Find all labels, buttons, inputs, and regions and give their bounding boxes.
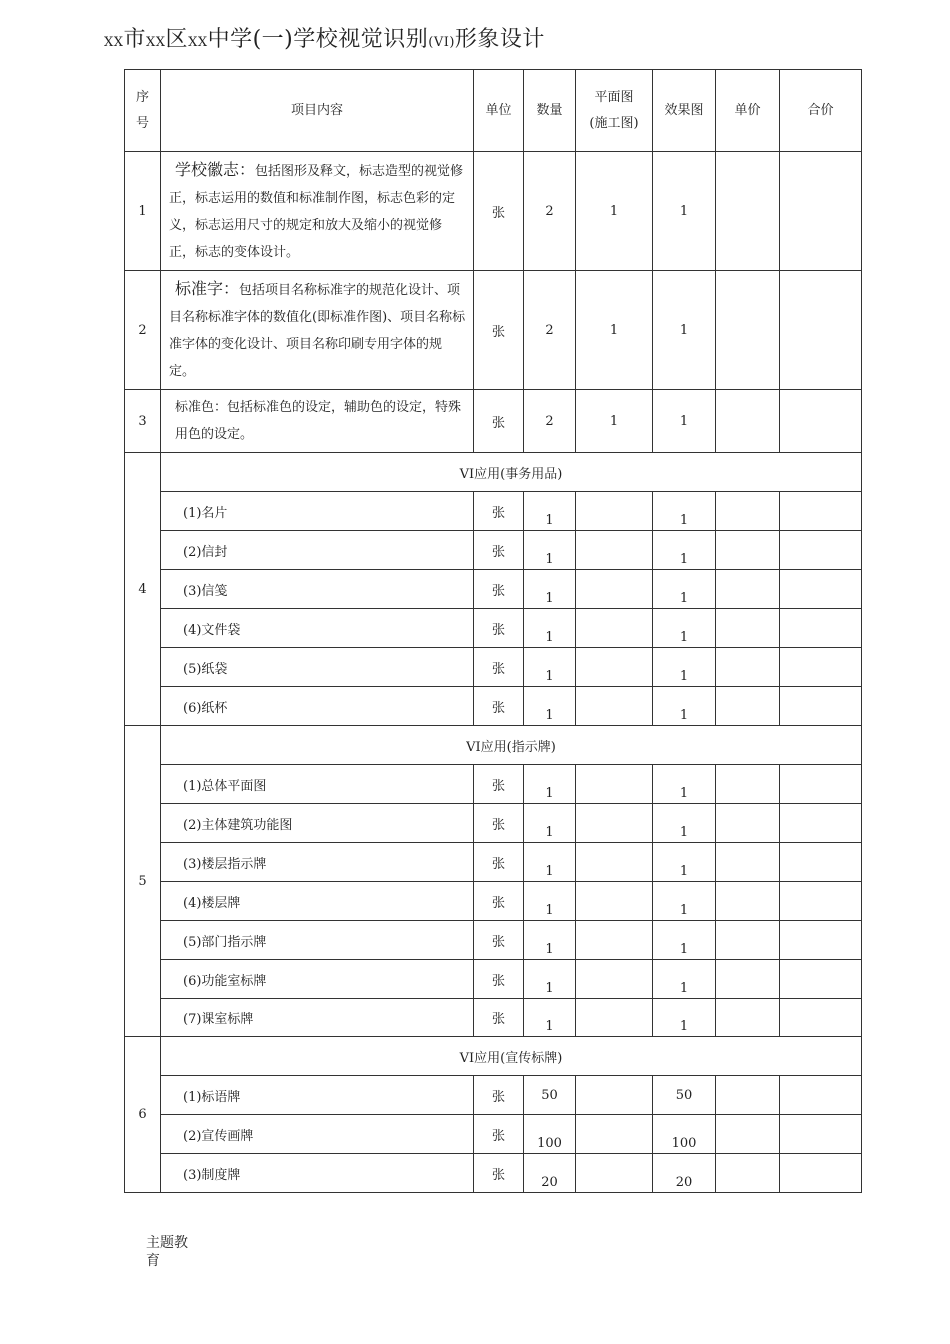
item-plan (576, 882, 653, 921)
item-price (716, 921, 780, 960)
item-total (780, 921, 862, 960)
item-effect: 1 (653, 570, 716, 609)
item-name: (6)纸杯 (161, 687, 474, 726)
item-total (780, 648, 862, 687)
row-seq: 1 (125, 152, 161, 271)
row-description (161, 271, 474, 390)
table-row (125, 271, 862, 390)
item-effect: 1 (653, 921, 716, 960)
title-part: 形象设计 (454, 27, 545, 52)
item-qty: 1 (524, 609, 576, 648)
item-unit: 张 (474, 648, 524, 687)
item-plan (576, 648, 653, 687)
table-row (125, 999, 862, 1037)
item-price (716, 1076, 780, 1115)
item-name: (2)宣传画牌 (161, 1115, 474, 1154)
row-price (716, 271, 780, 390)
row-effect: 1 (653, 271, 716, 390)
item-name: (1)名片 (161, 492, 474, 531)
item-qty: 1 (524, 570, 576, 609)
item-plan (576, 531, 653, 570)
item-name: (5)纸袋 (161, 648, 474, 687)
item-name: (3)楼层指示牌 (161, 843, 474, 882)
title-part: XX (104, 35, 124, 50)
title-part: XX (188, 35, 208, 50)
row-total (780, 152, 862, 271)
title-part: XX (146, 35, 166, 50)
title-part: 中学(一)学校视觉识别 (207, 27, 429, 52)
item-effect: 100 (653, 1115, 716, 1154)
item-plan (576, 765, 653, 804)
table-row (125, 531, 862, 570)
item-total (780, 609, 862, 648)
item-total (780, 1115, 862, 1154)
item-name: (1)标语牌 (161, 1076, 474, 1115)
item-price (716, 609, 780, 648)
table-row (125, 1154, 862, 1193)
header-plan-line1: 平面图 (594, 89, 634, 105)
row-unit: 张 (474, 152, 524, 271)
row-lead: 标准字： (175, 279, 240, 298)
row-total (780, 390, 862, 453)
item-total (780, 999, 862, 1037)
item-plan (576, 570, 653, 609)
item-qty: 1 (524, 960, 576, 999)
table-row (125, 609, 862, 648)
row-plan: 1 (576, 271, 653, 390)
row-qty: 2 (524, 390, 576, 453)
group-heading-row (125, 453, 862, 492)
item-qty: 1 (524, 531, 576, 570)
row-effect: 1 (653, 390, 716, 453)
item-plan (576, 843, 653, 882)
group-heading: VI应用(事务用品) (161, 453, 862, 492)
item-price (716, 492, 780, 531)
item-effect: 1 (653, 882, 716, 921)
item-effect: 20 (653, 1154, 716, 1193)
header-content: 项目内容 (161, 70, 474, 152)
table-row (125, 570, 862, 609)
table-row (125, 921, 862, 960)
table-row (125, 1076, 862, 1115)
item-plan (576, 609, 653, 648)
row-plan: 1 (576, 152, 653, 271)
header-plan (576, 70, 653, 152)
table-row (125, 843, 862, 882)
item-effect: 50 (653, 1076, 716, 1115)
item-qty: 20 (524, 1154, 576, 1193)
item-name: (7)课室标牌 (161, 999, 474, 1037)
item-price (716, 531, 780, 570)
table-row (125, 1115, 862, 1154)
item-effect: 1 (653, 492, 716, 531)
item-name: (2)主体建筑功能图 (161, 804, 474, 843)
group-seq: 5 (125, 726, 161, 1037)
item-unit: 张 (474, 921, 524, 960)
row-text: 包括图形及释文，标志造型的视觉修正，标志运用的数值和标准制作图，标志色彩的定义，标志运用尺寸的规定和放大及缩小的视觉修正，标志的变体设计。 (169, 164, 464, 260)
item-effect: 1 (653, 531, 716, 570)
item-effect: 1 (653, 804, 716, 843)
item-effect: 1 (653, 687, 716, 726)
item-price (716, 570, 780, 609)
item-price (716, 804, 780, 843)
item-price (716, 765, 780, 804)
header-total: 合价 (780, 70, 862, 152)
header-plan-line2: (施工图) (589, 115, 639, 131)
row-unit: 张 (474, 390, 524, 453)
row-text: 包括项目名称标准字的规范化设计、项目名称标准字体的数值化(即标准作图)、项目名称标准字体的变化设计、项目名称印刷专用字体的规定。 (169, 283, 466, 379)
header-effect: 效果图 (653, 70, 716, 152)
item-price (716, 882, 780, 921)
group-seq: 6 (125, 1037, 161, 1193)
item-effect: 1 (653, 999, 716, 1037)
item-total (780, 492, 862, 531)
item-plan (576, 960, 653, 999)
item-total (780, 804, 862, 843)
item-unit: 张 (474, 960, 524, 999)
item-total (780, 531, 862, 570)
item-unit: 张 (474, 882, 524, 921)
row-price (716, 390, 780, 453)
table-row (125, 765, 862, 804)
item-name: (3)制度牌 (161, 1154, 474, 1193)
item-total (780, 687, 862, 726)
item-unit: 张 (474, 531, 524, 570)
table-body (125, 152, 862, 1193)
group-seq: 4 (125, 453, 161, 726)
item-total (780, 843, 862, 882)
group-heading-row (125, 1037, 862, 1076)
item-effect: 1 (653, 609, 716, 648)
item-qty: 1 (524, 882, 576, 921)
item-total (780, 1076, 862, 1115)
item-qty: 1 (524, 492, 576, 531)
item-total (780, 882, 862, 921)
row-lead: 学校徽志： (175, 160, 256, 179)
row-unit: 张 (474, 271, 524, 390)
item-effect: 1 (653, 960, 716, 999)
table-row (125, 882, 862, 921)
item-total (780, 765, 862, 804)
item-name: (3)信笺 (161, 570, 474, 609)
item-plan (576, 1154, 653, 1193)
item-name: (1)总体平面图 (161, 765, 474, 804)
item-unit: 张 (474, 843, 524, 882)
table-row (125, 687, 862, 726)
item-name: (2)信封 (161, 531, 474, 570)
group-heading: VI应用(指示牌) (161, 726, 862, 765)
item-price (716, 648, 780, 687)
item-effect: 1 (653, 648, 716, 687)
row-total (780, 271, 862, 390)
header-seq: 序号 (125, 70, 161, 152)
table-row (125, 492, 862, 531)
item-price (716, 1154, 780, 1193)
footer-note: 主题教育 (146, 1235, 188, 1269)
table-row (125, 648, 862, 687)
item-unit: 张 (474, 1076, 524, 1115)
header-qty: 数量 (524, 70, 576, 152)
item-total (780, 1154, 862, 1193)
row-seq: 2 (125, 271, 161, 390)
row-seq: 3 (125, 390, 161, 453)
row-description: 标准色：包括标准色的设定，辅助色的设定，特殊用色的设定。 (161, 390, 474, 453)
item-price (716, 960, 780, 999)
row-plan: 1 (576, 390, 653, 453)
item-unit: 张 (474, 1115, 524, 1154)
item-unit: 张 (474, 765, 524, 804)
item-unit: 张 (474, 570, 524, 609)
table-row (125, 152, 862, 271)
header-unit: 单位 (474, 70, 524, 152)
item-price (716, 843, 780, 882)
row-effect: 1 (653, 152, 716, 271)
item-effect: 1 (653, 765, 716, 804)
item-plan (576, 1076, 653, 1115)
item-total (780, 570, 862, 609)
table-row (125, 390, 862, 453)
item-unit: 张 (474, 804, 524, 843)
table-row (125, 804, 862, 843)
item-effect: 1 (653, 843, 716, 882)
item-plan (576, 492, 653, 531)
group-heading-row (125, 726, 862, 765)
item-qty: 1 (524, 648, 576, 687)
spec-table (124, 69, 862, 1193)
row-description (161, 152, 474, 271)
document-title (104, 22, 545, 53)
item-qty: 1 (524, 843, 576, 882)
table-row (125, 960, 862, 999)
group-heading: VI应用(宣传标牌) (161, 1037, 862, 1076)
item-unit: 张 (474, 492, 524, 531)
item-name: (5)部门指示牌 (161, 921, 474, 960)
item-price (716, 1115, 780, 1154)
item-unit: 张 (474, 1154, 524, 1193)
title-part: 区 (165, 27, 189, 52)
item-plan (576, 999, 653, 1037)
item-plan (576, 687, 653, 726)
item-name: (6)功能室标牌 (161, 960, 474, 999)
item-price (716, 999, 780, 1037)
item-qty: 1 (524, 921, 576, 960)
item-qty: 50 (524, 1076, 576, 1115)
header-price: 单价 (716, 70, 780, 152)
row-price (716, 152, 780, 271)
item-total (780, 960, 862, 999)
item-qty: 1 (524, 765, 576, 804)
item-qty: 100 (524, 1115, 576, 1154)
item-price (716, 687, 780, 726)
item-qty: 1 (524, 804, 576, 843)
row-qty: 2 (524, 271, 576, 390)
item-qty: 1 (524, 687, 576, 726)
item-name: (4)楼层牌 (161, 882, 474, 921)
item-name: (4)文件袋 (161, 609, 474, 648)
item-unit: 张 (474, 999, 524, 1037)
title-part: (VI) (428, 35, 455, 50)
item-plan (576, 921, 653, 960)
header-row (125, 70, 862, 152)
item-unit: 张 (474, 609, 524, 648)
item-qty: 1 (524, 999, 576, 1037)
item-plan (576, 1115, 653, 1154)
row-qty: 2 (524, 152, 576, 271)
title-part: 市 (123, 27, 147, 52)
item-plan (576, 804, 653, 843)
item-unit: 张 (474, 687, 524, 726)
